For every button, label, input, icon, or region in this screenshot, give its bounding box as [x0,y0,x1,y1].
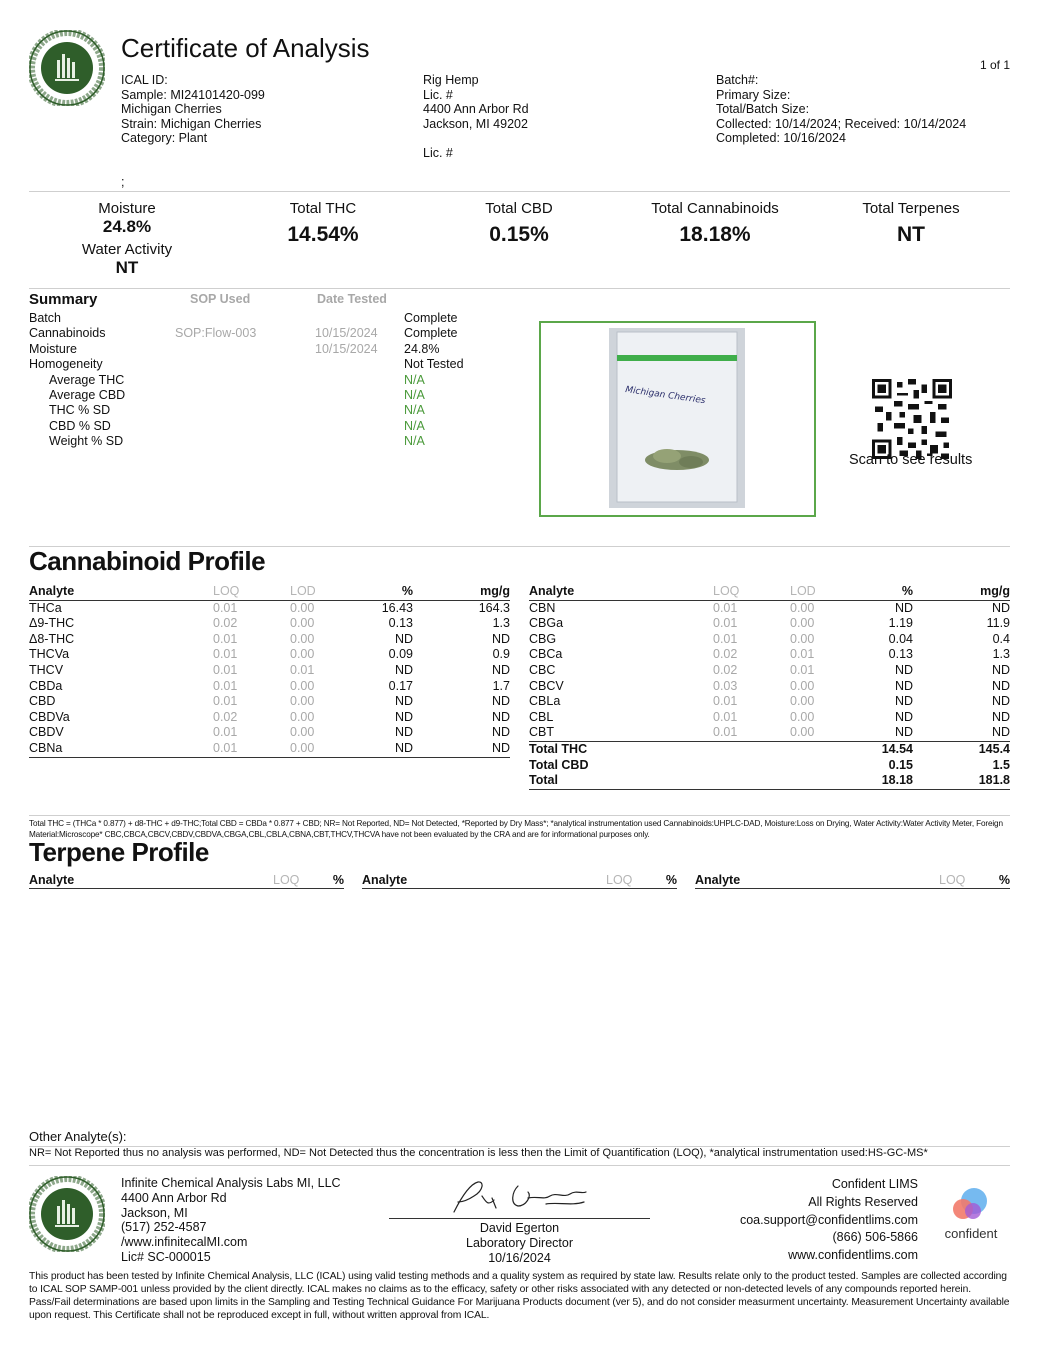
percent-cell: 0.09 [388,647,413,662]
total-row [529,758,1010,774]
sample-line: Category: Plant [121,131,208,145]
lims-website[interactable]: www.confidentlims.com [788,1248,918,1263]
table-header [29,584,510,601]
summary-result: N/A [404,434,425,449]
lod-cell: 0.00 [290,709,315,724]
loq-cell: 0.01 [213,694,238,709]
lims-line: Confident LIMS [831,1177,918,1191]
table-row [29,601,510,617]
total-row [529,742,1010,758]
sample-line [121,146,265,161]
percent-cell: ND [894,694,913,709]
analyte-cell: CBDa [29,678,63,693]
batch-line: Batch#: [716,73,759,87]
mg-per-g-cell: 1.7 [492,678,510,693]
client-line: Rig Hemp [423,73,479,87]
summary-result: Not Tested [404,357,464,372]
total-terpenes-value: NT [897,223,925,246]
mg-per-g-cell: ND [491,740,510,755]
lod-cell: 0.00 [790,678,815,693]
lod-cell: 0.01 [290,662,315,677]
summary-result: Complete [404,311,458,325]
summary-date: 10/15/2024 [315,341,378,356]
cannabinoid-profile-title: Cannabinoid Profile [29,546,266,576]
mg-per-g-cell: ND [991,662,1010,677]
percent-cell: 0.17 [388,678,413,693]
confident-label: confident [944,1226,998,1241]
lab-website[interactable]: /www.infinitecalMI.com [121,1235,248,1250]
percent-cell: ND [394,631,413,646]
percent-cell: ND [894,662,913,677]
analyte-cell: CBL [529,709,554,724]
signature [448,1176,593,1218]
sample-info [121,73,265,189]
loq-cell: 0.01 [713,600,738,615]
analyte-cell: Total CBD [529,757,589,772]
table-row [529,725,1010,742]
lab-line: 4400 Ann Arbor Rd [121,1190,227,1205]
loq-cell: 0.01 [213,662,238,677]
table-row [29,679,510,695]
lod-cell: 0.00 [290,725,315,740]
lod-cell: 0.00 [290,616,315,631]
summary-title: Summary [29,291,98,308]
analyte-cell: CBDV [29,725,64,740]
moisture-stat [37,200,217,278]
mg-per-g-cell: 11.9 [986,616,1010,631]
table-header [529,584,1010,601]
lab-line: Jackson, MI [121,1205,188,1220]
analyte-cell: CBGa [529,616,564,631]
total-thc-stat [233,200,413,247]
mg-per-g-cell: ND [991,600,1010,615]
other-analytes-label: Other Analyte(s): [29,1129,127,1144]
cannabinoid-footnote: Total THC = (THCa * 0.877) + d8-THC + d9-THC;Total CBD = CBDa * 0.877 + CBD; NR= Not Reported, ND= Not Detected, *Reported by Dry Mass*; *analytical instrumentation used Cannabinoids:UHPLC-DAD, Moisture:Loss on Drying, Water Activity:Water Activity Meter, Foreign Material:Microscope* CBC,CBCA,CBCV,CBDV,CBDVA,CBGA,CBL,CBLA,CBNA,CBT,THCV,THCVA have not been evaluated by the CRA and are for informational purposes only. [29,819,1003,839]
lod-cell: LOD [790,584,816,598]
percent-cell: ND [394,740,413,755]
page-title: Certificate of Analysis [121,33,370,63]
summary-row [29,311,509,326]
analyte-cell: CBLa [529,694,561,709]
summary-item: Weight % SD [49,434,124,449]
ical-logo [29,30,105,106]
lims-phone: (866) 506-5866 [832,1230,918,1245]
analyte-cell: Analyte [529,584,575,598]
lod-cell: 0.00 [790,616,815,631]
table-row [29,741,510,758]
summary-item: THC % SD [49,403,111,418]
divider [29,1165,1010,1166]
summary-item: Average CBD [49,388,126,402]
batch-line: Total/Batch Size: [716,102,810,116]
loq-cell: 0.01 [213,647,238,662]
mg-per-g-cell: mg/g [980,584,1010,598]
table-row [29,632,510,648]
total-terpenes-label: Total Terpenes [862,200,960,217]
summary-sop: SOP:Flow-003 [175,326,257,341]
summary-row [29,434,509,449]
terpene-loq-header: LOQ [606,873,633,887]
lims-line: All Rights Reserved [808,1194,918,1209]
sample-line: Sample: MI24101420-099 [121,87,265,102]
mg-per-g-cell: 0.4 [992,631,1010,646]
summary-item: Homogeneity [29,357,103,372]
table-row [29,647,510,663]
client-line: Jackson, MI 49202 [423,116,528,131]
summary-row [29,373,509,388]
loq-cell: LOQ [713,584,740,598]
loq-cell: 0.01 [213,600,238,615]
loq-cell: 0.01 [713,616,738,631]
analyte-cell: Δ8-THC [29,631,75,646]
batch-line: Primary Size: [716,87,791,102]
lab-line: Infinite Chemical Analysis Labs MI, LLC [121,1176,341,1190]
mg-per-g-cell: ND [491,709,510,724]
lab-info [121,1176,341,1265]
lod-cell: 0.00 [290,600,315,615]
sample-line: ; [121,174,125,189]
percent-cell: % [401,584,413,598]
terpene-header [695,873,1010,889]
analyte-cell: CBCV [529,678,564,693]
percent-cell: ND [394,662,413,677]
percent-cell: ND [894,725,913,740]
signer-name: David Egerton [479,1221,560,1235]
batch-line: Collected: 10/14/2024; Received: 10/14/2024 [716,116,967,131]
sample-line: Michigan Cherries [121,102,222,116]
summary-row [29,419,509,434]
terpene-loq-header: LOQ [273,873,300,887]
analyte-cell: CBNa [29,740,63,755]
loq-cell: 0.02 [213,616,238,631]
analyte-cell: Analyte [29,584,75,598]
loq-cell: 0.01 [213,725,238,740]
mg-per-g-cell: ND [491,725,510,740]
signer-date: 10/16/2024 [488,1250,551,1265]
mg-per-g-cell: ND [491,662,510,677]
table-row [529,710,1010,726]
percent-cell: 0.13 [388,616,413,631]
summary-result: N/A [404,388,425,402]
summary-row [29,326,509,341]
mg-per-g-cell: 1.5 [992,757,1010,772]
summary-result: N/A [404,418,425,433]
total-row [529,773,1010,790]
sample-line [121,160,265,175]
terpene-analyte-header: Analyte [362,873,408,887]
analyte-cell: Total THC [529,741,588,756]
lod-cell: 0.00 [790,694,815,709]
analyte-cell: CBG [529,631,557,646]
lab-line: (517) 252-4587 [121,1220,207,1235]
sample-photo [609,328,745,508]
loq-cell: 0.01 [713,631,738,646]
lod-cell: 0.00 [290,647,315,662]
client-info [423,73,529,160]
table-row [529,694,1010,710]
disclaimer: This product has been tested by Infinite Chemical Analysis, LLC (ICAL) using valid testing methods and a quality system as required by state law. Results relate only to the product tested. Samples are collected according to ICAL SOP SAMP-001 unless provided by the client directly. ICAL makes no claims as to the efficacy, safety or other risks associated with any detected or non-detected levels of any compounds reported herein. Pass/Fail determinations are based upon limits in the Sampling and Testing Technical Guidance For Marijuana Products document (ver 5), and do not consider measurment uncertainty. Measurement Uncertainty available upon request. This Certificate shall not be reproduced except in full, without written approval from ICAL. [29,1271,1010,1321]
confident-logo-icon [951,1187,991,1221]
summary-item: Average THC [49,372,125,387]
client-line [423,131,529,146]
divider [29,191,1010,192]
terpene-header [362,873,677,889]
divider [29,288,1010,289]
lod-cell: 0.01 [790,662,815,677]
loq-cell: 0.03 [713,678,738,693]
total-thc-label: Total THC [289,200,357,217]
total-terpenes-stat [821,200,1001,247]
loq-cell: 0.01 [213,678,238,693]
analyte-cell: CBCa [529,647,563,662]
nr-note: NR= Not Reported thus no analysis was performed, ND= Not Detected thus the concentration is less then the Limit of Quantification (LOQ), *analytical instrumentation used:HS-GC-MS* [29,1147,928,1159]
percent-cell: ND [894,600,913,615]
date-header: Date Tested [317,292,387,306]
summary-item: Batch [29,311,61,325]
lod-cell: LOD [290,584,316,598]
table-row [529,632,1010,648]
mg-per-g-cell: 1.3 [492,616,510,631]
terpene-percent-header: % [998,873,1010,887]
summary-row [29,342,509,357]
batch-line: Completed: 10/16/2024 [716,131,846,145]
bag-label: Michigan Cherries [624,385,707,407]
table-row [529,647,1010,663]
mg-per-g-cell: 0.9 [492,647,510,662]
percent-cell: ND [394,709,413,724]
summary-item: Cannabinoids [29,326,106,341]
divider [29,815,1010,816]
summary-result: 24.8% [404,341,440,356]
total-cbd-label: Total CBD [485,200,553,217]
lod-cell: 0.00 [290,678,315,693]
analyte-cell: THCVa [29,647,70,662]
analyte-cell: CBC [529,662,556,677]
terpene-header [29,873,344,889]
lod-cell: 0.00 [790,631,815,646]
qr-code[interactable] [872,379,952,459]
mg-per-g-cell: 1.3 [992,647,1010,662]
percent-cell: 14.54 [881,741,913,756]
analyte-cell: CBDVa [29,709,70,724]
moisture-value: 24.8% [102,217,152,236]
lod-cell: 0.00 [790,600,815,615]
loq-cell: 0.01 [213,740,238,755]
summary-row [29,357,509,372]
table-row [529,616,1010,632]
table-row [29,663,510,679]
moisture-label: Moisture [98,200,156,217]
mg-per-g-cell: ND [991,694,1010,709]
analyte-cell: CBT [529,725,554,740]
table-row [529,663,1010,679]
lab-line: Lic# SC-000015 [121,1249,211,1264]
analyte-cell: THCV [29,662,64,677]
percent-cell: 0.15 [888,757,913,772]
lod-cell: 0.00 [290,631,315,646]
mg-per-g-cell: 164.3 [478,600,510,615]
terpene-percent-header: % [665,873,677,887]
analyte-cell: Δ9-THC [29,616,75,631]
analyte-cell: THCa [29,600,62,615]
water-activity-value: NT [115,258,139,277]
water-activity-label: Water Activity [81,241,173,258]
percent-cell: 1.19 [888,616,913,631]
page-number: 1 of 1 [979,58,1010,72]
client-line: Lic. # [423,87,453,102]
mg-per-g-cell: 145.4 [978,741,1010,756]
client-line: Lic. # [423,145,453,160]
analyte-cell: Total [529,773,558,788]
terpene-loq-header: LOQ [939,873,966,887]
lod-cell: 0.01 [790,647,815,662]
percent-cell: 0.04 [888,631,913,646]
mg-per-g-cell: ND [991,678,1010,693]
mg-per-g-cell: ND [991,725,1010,740]
table-row [29,616,510,632]
percent-cell: 18.18 [881,773,913,788]
summary-result: N/A [404,403,425,418]
loq-cell: 0.01 [713,694,738,709]
percent-cell: % [901,584,913,598]
table-row [29,694,510,710]
signer-title: Laboratory Director [466,1235,573,1250]
summary-row [29,403,509,418]
loq-cell: 0.02 [213,709,238,724]
loq-cell: 0.01 [713,725,738,740]
total-cbd-stat [429,200,609,247]
terpene-percent-header: % [332,873,344,887]
total-cbd-value: 0.15% [489,223,549,246]
lod-cell: 0.00 [790,725,815,740]
table-row [29,710,510,726]
loq-cell: 0.02 [713,662,738,677]
table-row [529,601,1010,617]
total-cannabinoids-label: Total Cannabinoids [651,200,779,217]
summary-date: 10/15/2024 [315,326,378,341]
summary-result: Complete [404,326,458,341]
loq-cell: LOQ [213,584,240,598]
terpene-profile-title: Terpene Profile [29,837,209,867]
signer-block [389,1221,650,1265]
terpene-analyte-header: Analyte [695,873,741,887]
sop-header: SOP Used [190,292,251,306]
signature-line [389,1218,650,1219]
percent-cell: ND [394,725,413,740]
mg-per-g-cell: ND [491,631,510,646]
percent-cell: ND [394,694,413,709]
summary-item: Moisture [29,341,77,356]
table-row [29,725,510,741]
analyte-cell: CBD [29,694,56,709]
mg-per-g-cell: ND [991,709,1010,724]
analyte-cell: CBN [529,600,556,615]
total-thc-value: 14.54% [287,223,359,246]
terpene-analyte-header: Analyte [29,873,75,887]
batch-info [716,73,966,146]
qr-caption: Scan to see results [849,452,973,468]
client-line: 4400 Ann Arbor Rd [423,102,529,116]
percent-cell: ND [894,678,913,693]
sample-line: Strain: Michigan Cherries [121,116,262,131]
loq-cell: 0.01 [213,631,238,646]
lims-info [680,1176,918,1265]
ical-logo [29,1176,105,1252]
total-cannabinoids-stat [625,200,805,247]
summary-item: CBD % SD [49,418,111,433]
lod-cell: 0.00 [290,740,315,755]
percent-cell: ND [894,709,913,724]
percent-cell: 16.43 [381,600,413,615]
summary-row [29,388,509,403]
percent-cell: 0.13 [888,647,913,662]
mg-per-g-cell: mg/g [480,584,510,598]
lims-email[interactable]: coa.support@confidentlims.com [739,1212,918,1227]
loq-cell: 0.02 [713,647,738,662]
confident-logo [939,1187,1003,1241]
table-row [529,679,1010,695]
loq-cell: 0.01 [713,709,738,724]
cannabinoid-table-right [529,584,1010,790]
mg-per-g-cell: ND [491,694,510,709]
sample-line: ICAL ID: [121,73,168,87]
summary-result: N/A [404,372,425,387]
mg-per-g-cell: 181.8 [978,773,1010,788]
total-cannabinoids-value: 18.18% [679,223,751,246]
lod-cell: 0.00 [790,709,815,724]
lod-cell: 0.00 [290,694,315,709]
cannabinoid-table-left [29,584,510,758]
